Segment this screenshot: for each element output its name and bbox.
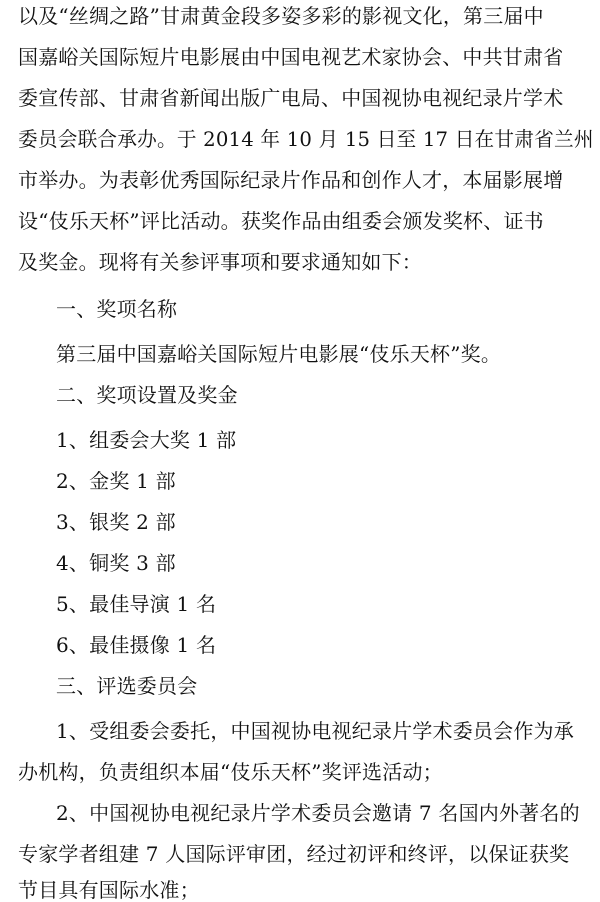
award-item-5: 5、最佳导演 1 名: [56, 592, 217, 616]
section1-text: 第三届中国嘉峪关国际短片电影展“伎乐天杯”奖。: [56, 342, 502, 366]
section2-heading: 二、奖项设置及奖金: [56, 383, 238, 407]
section3-p1-line-2: 办机构，负责组织本届“伎乐天杯”奖评选活动；: [18, 760, 443, 784]
section3-p2-line-1: 2、中国视协电视纪录片学术委员会邀请 7 名国内外著名的: [56, 801, 580, 825]
award-item-2: 2、金奖 1 部: [56, 469, 176, 493]
intro-line-4: 委员会联合承办。于 2014 年 10 月 15 日至 17 日在甘肃省兰州: [18, 127, 594, 151]
award-item-3: 3、银奖 2 部: [56, 510, 176, 534]
intro-line-1: 以及“丝绸之路”甘肃黄金段多姿多彩的影视文化，第三届中: [18, 4, 544, 28]
award-item-6: 6、最佳摄像 1 名: [56, 633, 217, 657]
award-item-4: 4、铜奖 3 部: [56, 551, 176, 575]
intro-line-2: 国嘉峪关国际短片电影展由中国电视艺术家协会、中共甘肃省: [18, 45, 564, 69]
section3-p2-line-3: 节目具有国际水准；: [18, 878, 200, 902]
intro-line-7: 及奖金。现将有关参评事项和要求通知如下：: [18, 250, 422, 274]
section3-heading: 三、评选委员会: [56, 674, 198, 698]
intro-line-6: 设“伎乐天杯”评比活动。获奖作品由组委会颁发奖杯、证书: [18, 209, 544, 233]
section3-p2-line-2: 专家学者组建 7 人国际评审团，经过初评和终评，以保证获奖: [18, 842, 570, 866]
section3-p1-line-1: 1、受组委会委托，中国视协电视纪录片学术委员会作为承: [56, 719, 574, 743]
intro-line-3: 委宣传部、甘肃省新闻出版广电局、中国视协电视纪录片学术: [18, 86, 564, 110]
section1-heading: 一、奖项名称: [56, 297, 178, 321]
intro-line-5: 市举办。为表彰优秀国际纪录片作品和创作人才，本届影展增: [18, 168, 564, 192]
award-item-1: 1、组委会大奖 1 部: [56, 428, 237, 452]
